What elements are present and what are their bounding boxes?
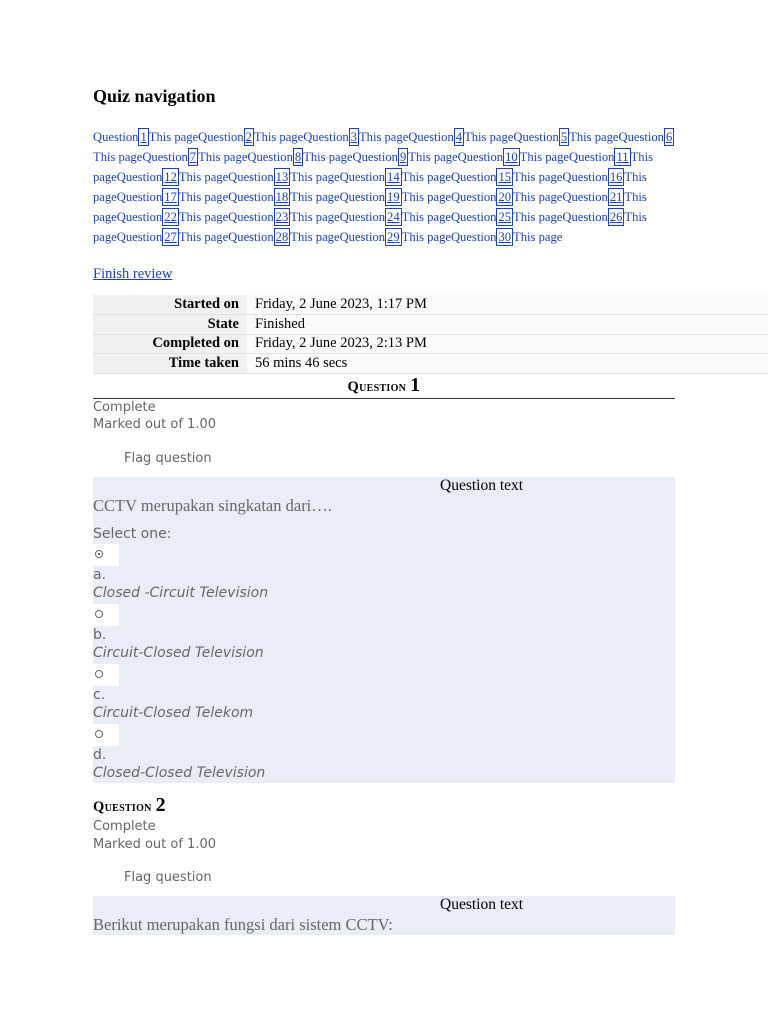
question-2-text-label-bar [93, 896, 675, 916]
nav-question-9-button[interactable]: 9 [399, 150, 407, 165]
nav-question-word: Question [450, 230, 497, 245]
nav-question-17-button[interactable]: 17 [164, 190, 177, 205]
option-b-radio[interactable] [95, 610, 103, 618]
nav-question-word: Question [93, 130, 139, 144]
nav-question-word: Question [116, 210, 163, 225]
nav-question-word: Question [339, 170, 386, 185]
nav-question-25-button[interactable]: 25 [498, 210, 512, 225]
nav-question-21-button[interactable]: 21 [609, 190, 623, 205]
nav-this-page-label: This page [93, 170, 647, 205]
nav-question-18-button[interactable]: 18 [275, 190, 289, 205]
nav-this-page-label: This page [513, 210, 563, 225]
nav-question-22-button[interactable]: 22 [164, 210, 177, 225]
question-text-label: Question text [440, 477, 524, 494]
option-c-text[interactable]: Circuit-Closed Telekom [93, 705, 254, 721]
question-1-text-label-bar [93, 477, 675, 497]
quiz-navigation-title: Quiz navigation [93, 86, 216, 106]
option-a-radio[interactable] [95, 550, 103, 558]
nav-question-word: Question [247, 150, 293, 165]
question-1-heading [93, 374, 675, 399]
nav-question-7-button[interactable]: 7 [189, 150, 197, 165]
question-1-marked-out-of: Marked out of 1.00 [93, 417, 217, 432]
nav-this-page-label: This page [401, 190, 451, 205]
question-1-text: CCTV merupakan singkatan dari…. [93, 496, 675, 516]
nav-question-1-button[interactable]: 1 [140, 130, 147, 144]
nav-question-26-button[interactable]: 26 [609, 210, 623, 225]
nav-this-page-label: This page [148, 130, 199, 144]
nav-question-word: Question [450, 170, 497, 185]
nav-question-12-button[interactable]: 12 [164, 170, 177, 185]
nav-question-13-button[interactable]: 13 [275, 170, 289, 185]
nav-question-28-button[interactable]: 28 [275, 230, 289, 245]
nav-this-page-label: This page [401, 230, 451, 245]
summary-row-started [93, 295, 768, 315]
nav-question-word: Question [562, 210, 608, 225]
attempt-summary-table [93, 295, 768, 374]
nav-this-page-label: This page [178, 170, 229, 185]
summary-label: Started on [93, 295, 247, 315]
nav-question-14-button[interactable]: 14 [387, 170, 400, 185]
summary-label: Completed on [93, 334, 247, 354]
nav-question-word: Question [568, 150, 615, 165]
nav-this-page-label: This page [93, 150, 653, 185]
nav-question-word: Question [562, 170, 608, 185]
nav-question-word: Question [198, 130, 244, 144]
nav-question-16-button[interactable]: 16 [609, 170, 623, 185]
question-2-status: Complete [93, 819, 156, 834]
option-a-letter: a. [93, 567, 107, 583]
nav-this-page-label: This page [178, 210, 229, 225]
option-d-radio-cell [93, 724, 119, 746]
nav-this-page-label: This page [303, 150, 353, 165]
nav-question-11-button[interactable]: 11 [616, 150, 629, 165]
option-c-radio-cell [93, 664, 119, 686]
nav-this-page-label: This page [408, 150, 458, 165]
nav-question-5-button[interactable]: 5 [560, 130, 568, 144]
question-2-heading [93, 794, 166, 817]
option-b-text[interactable]: Circuit-Closed Television [93, 645, 264, 661]
nav-question-word: Question [339, 230, 386, 245]
nav-this-page-label: This page [513, 230, 563, 245]
nav-question-word: Question [352, 150, 398, 165]
nav-this-page-label: This page [569, 130, 619, 144]
question-2-marked-out-of: Marked out of 1.00 [93, 837, 217, 852]
option-a-text[interactable]: Closed -Circuit Television [93, 585, 269, 601]
option-c-letter: c. [93, 687, 106, 703]
nav-question-word: Question [303, 130, 349, 144]
summary-value: Friday, 2 June 2023, 1:17 PM [247, 295, 768, 315]
nav-this-page-label: This page [464, 130, 514, 144]
question-word: Question [347, 379, 407, 395]
nav-question-word: Question [116, 170, 163, 185]
summary-row-completed [93, 334, 768, 354]
nav-question-word: Question [228, 170, 274, 185]
nav-this-page-label: This page [401, 170, 451, 185]
summary-value: Friday, 2 June 2023, 2:13 PM [247, 334, 768, 354]
option-d-radio[interactable] [95, 730, 103, 738]
summary-label: State [93, 315, 247, 335]
summary-value: 56 mins 46 secs [247, 354, 768, 374]
option-b-letter: b. [93, 627, 107, 643]
nav-question-word: Question [116, 230, 163, 245]
nav-question-word: Question [339, 210, 386, 225]
nav-question-word: Question [116, 190, 163, 205]
question-text-label: Question text [440, 896, 524, 913]
question-number: 1 [410, 374, 421, 396]
nav-this-page-label: This page [253, 130, 304, 144]
finish-review-link[interactable]: Finish review [93, 266, 173, 282]
nav-question-29-button[interactable]: 29 [387, 230, 400, 245]
question-2-text: Berikut merupakan fungsi dari sistem CCTV: [93, 915, 675, 935]
nav-this-page-label: This page [178, 190, 229, 205]
nav-question-word: Question [339, 190, 386, 205]
nav-question-word: Question [513, 130, 559, 144]
nav-question-4-button[interactable]: 4 [455, 130, 463, 144]
nav-question-word: Question [228, 230, 274, 245]
question-1-flag-question[interactable]: Flag question [124, 451, 212, 466]
nav-question-word: Question [450, 210, 497, 225]
option-d-text[interactable]: Closed-Closed Television [93, 765, 266, 781]
nav-question-word: Question [408, 130, 454, 144]
nav-question-word: Question [457, 150, 504, 165]
nav-question-word: Question [228, 190, 274, 205]
nav-question-word: Question [228, 210, 274, 225]
nav-question-word: Question [562, 190, 608, 205]
nav-question-word: Question [450, 190, 497, 205]
nav-this-page-label: This page [93, 190, 647, 225]
question-number: 2 [155, 794, 166, 816]
nav-question-word: Question [618, 130, 664, 144]
question-2-flag-question[interactable]: Flag question [124, 870, 212, 885]
option-d-letter: d. [93, 747, 107, 763]
quiz-navigation-links [93, 127, 678, 248]
nav-question-15-button[interactable]: 15 [498, 170, 512, 185]
summary-label: Time taken [93, 354, 247, 374]
nav-question-20-button[interactable]: 20 [498, 190, 512, 205]
nav-this-page-label: This page [519, 150, 569, 165]
nav-this-page-label: This page [290, 230, 340, 245]
nav-this-page-label: This page [178, 230, 229, 245]
nav-question-10-button[interactable]: 10 [505, 150, 518, 165]
nav-question-30-button[interactable]: 30 [498, 230, 512, 245]
option-a-radio-cell [93, 544, 119, 566]
nav-this-page-label: This page [93, 210, 647, 245]
nav-question-6-button[interactable]: 6 [665, 130, 673, 144]
nav-this-page-label: This page [358, 130, 409, 144]
nav-this-page-label: This page [93, 150, 143, 165]
nav-this-page-label: This page [198, 150, 248, 165]
nav-this-page-label: This page [513, 190, 563, 205]
nav-this-page-label: This page [290, 170, 340, 185]
nav-this-page-label: This page [290, 210, 340, 225]
nav-question-2-button[interactable]: 2 [245, 130, 252, 144]
nav-question-24-button[interactable]: 24 [387, 210, 400, 225]
summary-row-time-taken [93, 354, 768, 374]
summary-row-state [93, 315, 768, 335]
option-b-radio-cell [93, 604, 119, 626]
nav-question-23-button[interactable]: 23 [275, 210, 289, 225]
nav-this-page-label: This page [401, 210, 451, 225]
nav-this-page-label: This page [290, 190, 340, 205]
summary-value: Finished [247, 315, 768, 335]
nav-question-27-button[interactable]: 27 [164, 230, 177, 245]
option-c-radio[interactable] [95, 670, 103, 678]
nav-question-3-button[interactable]: 3 [350, 130, 357, 144]
question-1-status: Complete [93, 400, 156, 415]
nav-question-8-button[interactable]: 8 [294, 150, 302, 165]
nav-this-page-label: This page [513, 170, 563, 185]
nav-question-word: Question [142, 150, 188, 165]
select-one-label: Select one: [93, 526, 172, 542]
nav-question-19-button[interactable]: 19 [387, 190, 400, 205]
question-word: Question [93, 799, 152, 815]
